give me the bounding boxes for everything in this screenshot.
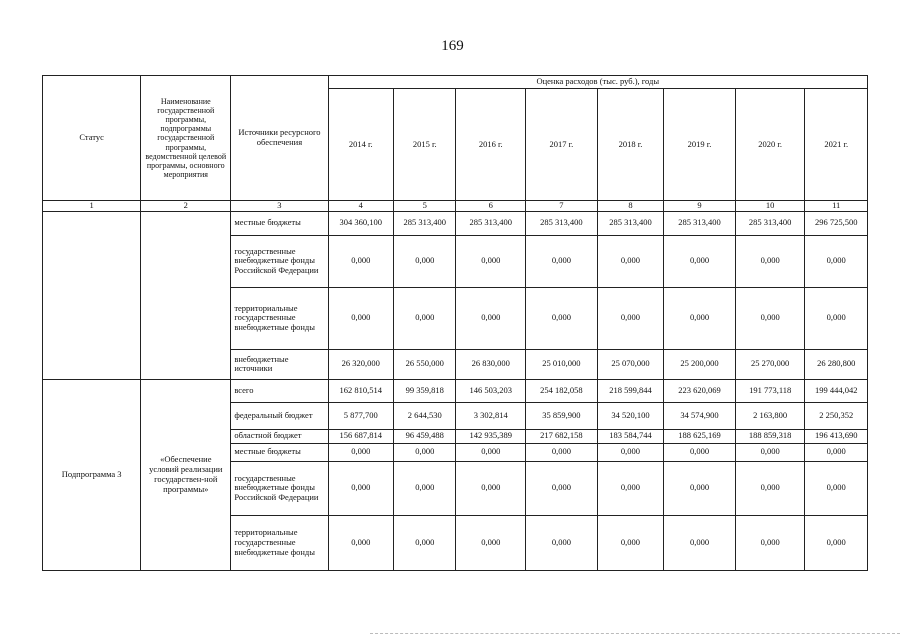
value-cell: 0,000: [328, 443, 394, 461]
table-row: [43, 211, 868, 235]
value-cell: 0,000: [456, 235, 526, 287]
value-cell: 0,000: [735, 287, 805, 349]
value-cell: 0,000: [805, 461, 868, 515]
value-cell: 34 574,900: [664, 402, 736, 429]
value-cell: 0,000: [664, 461, 736, 515]
subprogram-status: Подпрограмма 3: [43, 379, 141, 570]
budget-table: [42, 75, 868, 571]
column-number: 4: [328, 201, 394, 212]
value-cell: 285 313,400: [456, 211, 526, 235]
value-cell: 0,000: [526, 235, 598, 287]
header-status: Статус: [43, 76, 141, 201]
header-year: 2015 г.: [394, 89, 456, 201]
source-label: всего: [231, 379, 328, 402]
value-cell: 0,000: [664, 235, 736, 287]
source-label: внебюджетные источники: [231, 349, 328, 379]
value-cell: 96 459,488: [394, 429, 456, 443]
header-name: Наименование государственной программы, подпрограммы государственной программы, ведомственной целевой программы, основного мероприятия: [141, 76, 231, 201]
value-cell: 0,000: [805, 515, 868, 570]
column-number: 7: [526, 201, 598, 212]
page-number: 169: [441, 38, 464, 54]
value-cell: 0,000: [805, 235, 868, 287]
header-year: 2017 г.: [526, 89, 598, 201]
value-cell: 0,000: [456, 443, 526, 461]
column-number: 9: [664, 201, 736, 212]
value-cell: 0,000: [526, 443, 598, 461]
source-label: государственные внебюджетные фонды Российской Федерации: [231, 235, 328, 287]
value-cell: 0,000: [394, 287, 456, 349]
value-cell: 0,000: [394, 443, 456, 461]
source-label: территориальные государственные внебюджетные фонды: [231, 287, 328, 349]
value-cell: 196 413,690: [805, 429, 868, 443]
source-label: местные бюджеты: [231, 211, 328, 235]
value-cell: 191 773,118: [735, 379, 805, 402]
value-cell: 0,000: [328, 287, 394, 349]
value-cell: 0,000: [597, 235, 664, 287]
header-year: 2014 г.: [328, 89, 394, 201]
value-cell: 285 313,400: [664, 211, 736, 235]
column-number: 1: [43, 201, 141, 212]
value-cell: 0,000: [394, 461, 456, 515]
value-cell: 0,000: [526, 461, 598, 515]
value-cell: 2 163,800: [735, 402, 805, 429]
column-numbers-row: [43, 201, 868, 212]
source-label: федеральный бюджет: [231, 402, 328, 429]
header-year: 2018 г.: [597, 89, 664, 201]
value-cell: 25 070,000: [597, 349, 664, 379]
scan-artifact-line: [370, 633, 900, 634]
value-cell: 296 725,500: [805, 211, 868, 235]
value-cell: 0,000: [456, 287, 526, 349]
column-number: 11: [805, 201, 868, 212]
value-cell: 0,000: [526, 287, 598, 349]
value-cell: 0,000: [526, 515, 598, 570]
value-cell: 26 830,000: [456, 349, 526, 379]
value-cell: 3 302,814: [456, 402, 526, 429]
value-cell: 304 360,100: [328, 211, 394, 235]
value-cell: 0,000: [664, 287, 736, 349]
value-cell: 0,000: [328, 235, 394, 287]
value-cell: 0,000: [394, 235, 456, 287]
header-row-top: [43, 76, 868, 89]
value-cell: 285 313,400: [597, 211, 664, 235]
value-cell: 0,000: [805, 443, 868, 461]
value-cell: 285 313,400: [735, 211, 805, 235]
value-cell: 34 520,100: [597, 402, 664, 429]
source-label: местные бюджеты: [231, 443, 328, 461]
value-cell: 5 877,700: [328, 402, 394, 429]
header-year: 2016 г.: [456, 89, 526, 201]
value-cell: 99 359,818: [394, 379, 456, 402]
value-cell: 0,000: [735, 515, 805, 570]
value-cell: 0,000: [456, 461, 526, 515]
value-cell: 26 550,000: [394, 349, 456, 379]
value-cell: 188 625,169: [664, 429, 736, 443]
value-cell: 218 599,844: [597, 379, 664, 402]
name-cell-empty: [141, 211, 231, 379]
value-cell: 217 682,158: [526, 429, 598, 443]
header-year: 2020 г.: [735, 89, 805, 201]
source-label: областной бюджет: [231, 429, 328, 443]
source-label: территориальные государственные внебюджетные фонды: [231, 515, 328, 570]
value-cell: 199 444,042: [805, 379, 868, 402]
value-cell: 0,000: [597, 461, 664, 515]
header-sources: Источники ресурсного обеспечения: [231, 76, 328, 201]
value-cell: 146 503,203: [456, 379, 526, 402]
value-cell: 0,000: [664, 515, 736, 570]
value-cell: 162 810,514: [328, 379, 394, 402]
value-cell: 2 644,530: [394, 402, 456, 429]
value-cell: 0,000: [328, 515, 394, 570]
value-cell: 0,000: [664, 443, 736, 461]
value-cell: 35 859,900: [526, 402, 598, 429]
value-cell: 285 313,400: [394, 211, 456, 235]
value-cell: 0,000: [735, 235, 805, 287]
column-number: 2: [141, 201, 231, 212]
value-cell: 223 620,069: [664, 379, 736, 402]
column-number: 6: [456, 201, 526, 212]
value-cell: 285 313,400: [526, 211, 598, 235]
value-cell: 26 320,000: [328, 349, 394, 379]
value-cell: 0,000: [597, 443, 664, 461]
source-label: государственные внебюджетные фонды Российской Федерации: [231, 461, 328, 515]
status-cell-empty: [43, 211, 141, 379]
value-cell: 183 584,744: [597, 429, 664, 443]
subprogram-name: «Обеспечение условий реализации государствен-ной программы»: [141, 379, 231, 570]
value-cell: 0,000: [735, 443, 805, 461]
value-cell: 0,000: [456, 515, 526, 570]
value-cell: 2 250,352: [805, 402, 868, 429]
table-row-total: [43, 379, 868, 402]
value-cell: 25 010,000: [526, 349, 598, 379]
value-cell: 26 280,800: [805, 349, 868, 379]
value-cell: 188 859,318: [735, 429, 805, 443]
value-cell: 25 270,000: [735, 349, 805, 379]
value-cell: 254 182,058: [526, 379, 598, 402]
value-cell: 0,000: [328, 461, 394, 515]
column-number: 10: [735, 201, 805, 212]
column-number: 3: [231, 201, 328, 212]
value-cell: 0,000: [597, 515, 664, 570]
value-cell: 0,000: [805, 287, 868, 349]
value-cell: 0,000: [394, 515, 456, 570]
value-cell: 156 687,814: [328, 429, 394, 443]
value-cell: 0,000: [735, 461, 805, 515]
header-year: 2019 г.: [664, 89, 736, 201]
value-cell: 25 200,000: [664, 349, 736, 379]
header-year: 2021 г.: [805, 89, 868, 201]
value-cell: 0,000: [597, 287, 664, 349]
column-number: 8: [597, 201, 664, 212]
value-cell: 142 935,389: [456, 429, 526, 443]
header-estimate: Оценка расходов (тыс. руб.), годы: [328, 76, 867, 89]
column-number: 5: [394, 201, 456, 212]
